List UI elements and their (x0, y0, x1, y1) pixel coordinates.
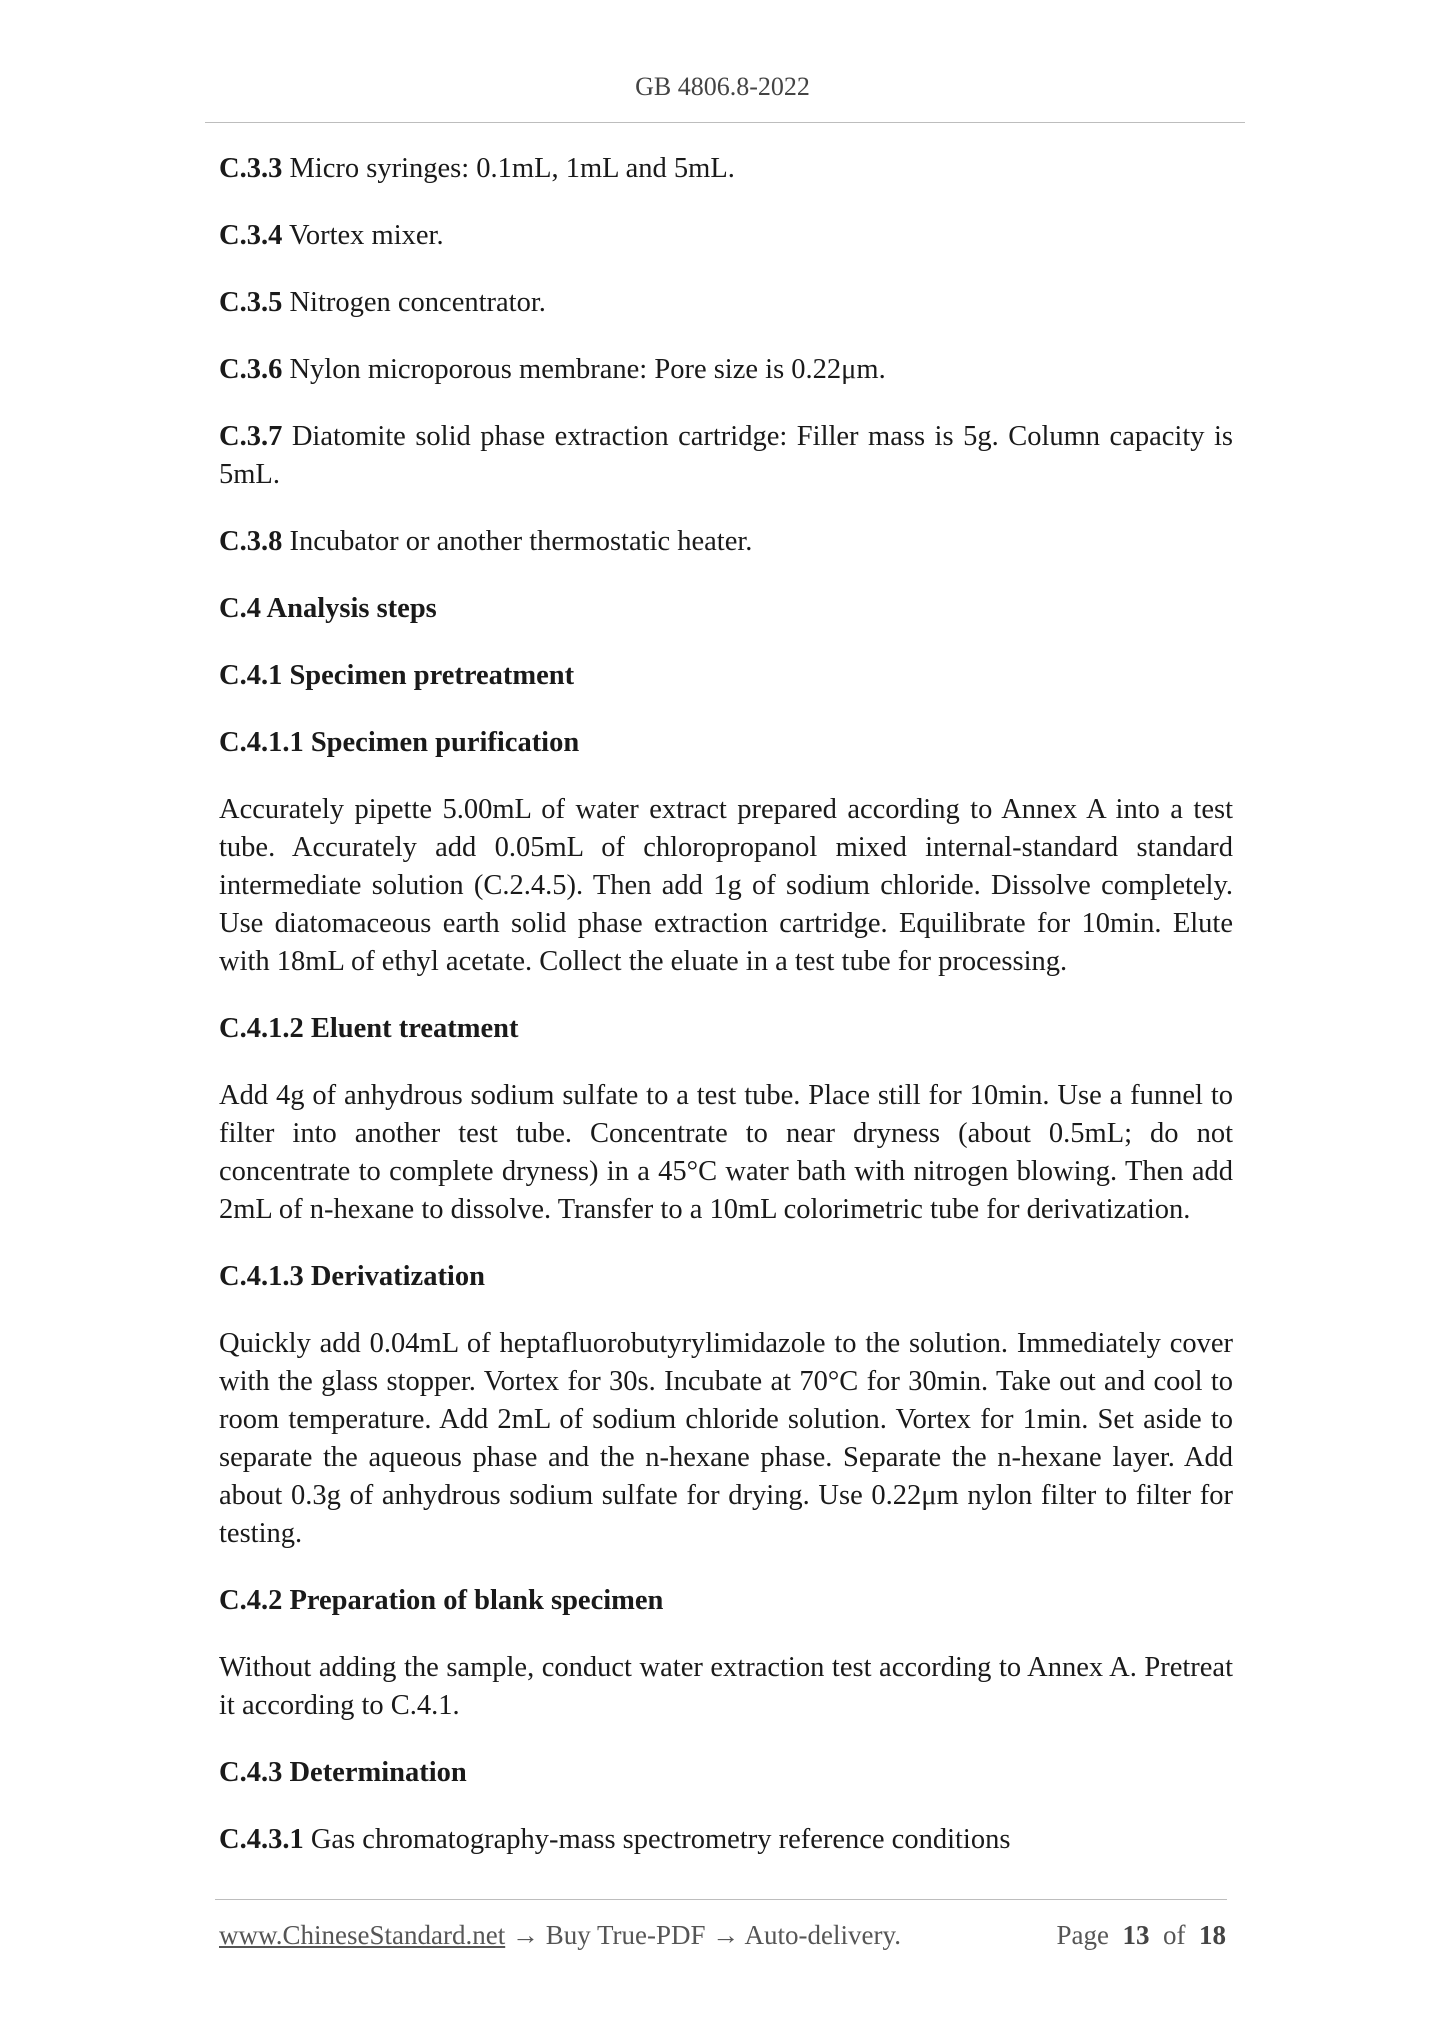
clause-text: Diatomite solid phase extraction cartridge: Filler mass is 5g. Column capacity is 5mL. (219, 421, 1233, 490)
clause-number: C.4.3.1 (219, 1824, 304, 1855)
footer-divider (215, 1899, 1227, 1900)
clause-text: Incubator or another thermostatic heater. (282, 526, 753, 557)
clause-c33 (219, 150, 1233, 188)
clause-c37 (219, 418, 1233, 494)
page-indicator (1057, 1920, 1226, 1951)
paragraph-c42: Without adding the sample, conduct water extraction test according to Annex A. Pretreat it according to C.4.1. (219, 1652, 1233, 1721)
section-heading-c413: C.4.1.3 Derivatization (219, 1261, 485, 1292)
clause-c36 (219, 351, 1233, 389)
paragraph-c413: Quickly add 0.04mL of heptafluorobutyrylimidazole to the solution. Immediately cover with the glass stopper. Vortex for 30s. Incubate at 70°C for 30min. Take out and cool to room temperature. Add 2mL of sodium chloride solution. Vortex for 1min. Set aside to separate the aqueous phase and the n-hexane phase. Separate the n-hexane layer. Add about 0.3g of anhydrous sodium sulfate for drying. Use 0.22μm nylon filter to filter for testing. (219, 1328, 1233, 1549)
clause-text: Micro syringes: 0.1mL, 1mL and 5mL. (282, 153, 735, 184)
section-heading-c412: C.4.1.2 Eluent treatment (219, 1013, 519, 1044)
paragraph-c411: Accurately pipette 5.00mL of water extract prepared according to Annex A into a test tube. Accurately add 0.05mL of chloropropanol mixed internal-standard standard intermediate solution (C.2.4.5). Then add 1g of sodium chloride. Dissolve completely. Use diatomaceous earth solid phase extraction cartridge. Equilibrate for 10min. Elute with 18mL of ethyl acetate. Collect the eluate in a test tube for processing. (219, 794, 1233, 977)
clause-text: Nitrogen concentrator. (282, 287, 546, 318)
clause-number: C.3.8 (219, 526, 283, 557)
section-heading-c43: C.4.3 Determination (219, 1757, 467, 1788)
clause-number: C.3.6 (219, 354, 283, 385)
clause-number: C.3.4 (219, 220, 283, 251)
website-link[interactable]: www.ChineseStandard.net (219, 1920, 506, 1950)
clause-c35 (219, 284, 1233, 322)
paragraph-c412: Add 4g of anhydrous sodium sulfate to a test tube. Place still for 10min. Use a funnel to filter into another test tube. Concentrate to near dryness (about 0.5mL; do not concentrate to complete dryness) in a 45°C water bath with nitrogen blowing. Then add 2mL of n-hexane to dissolve. Transfer to a 10mL colorimetric tube for derivatization. (219, 1080, 1233, 1225)
page-footer (219, 1920, 1226, 1951)
document-header: GB 4806.8-2022 (635, 72, 810, 101)
section-heading-c411: C.4.1.1 Specimen purification (219, 727, 580, 758)
clause-text: Nylon microporous membrane: Pore size is 0.22μm. (282, 354, 886, 385)
clause-c38 (219, 523, 1233, 561)
section-heading-c42: C.4.2 Preparation of blank specimen (219, 1585, 664, 1616)
clause-number: C.3.5 (219, 287, 283, 318)
clause-number: C.3.3 (219, 153, 283, 184)
footer-tagline: → Buy True-PDF → Auto-delivery. (505, 1920, 901, 1950)
header-divider (205, 122, 1245, 123)
page-current: 13 (1122, 1920, 1150, 1950)
of-label: of (1163, 1920, 1186, 1950)
footer-left (219, 1920, 901, 1951)
page-content (219, 150, 1233, 1888)
clause-c34 (219, 217, 1233, 255)
clause-number: C.3.7 (219, 421, 283, 452)
section-heading-c41: C.4.1 Specimen pretreatment (219, 660, 575, 691)
clause-text: Gas chromatography-mass spectrometry reference conditions (303, 1824, 1011, 1855)
page-total: 18 (1199, 1920, 1226, 1950)
page-label: Page (1056, 1920, 1109, 1950)
section-heading-c4: C.4 Analysis steps (219, 593, 437, 624)
clause-text: Vortex mixer. (282, 220, 444, 251)
clause-c431 (219, 1821, 1233, 1859)
